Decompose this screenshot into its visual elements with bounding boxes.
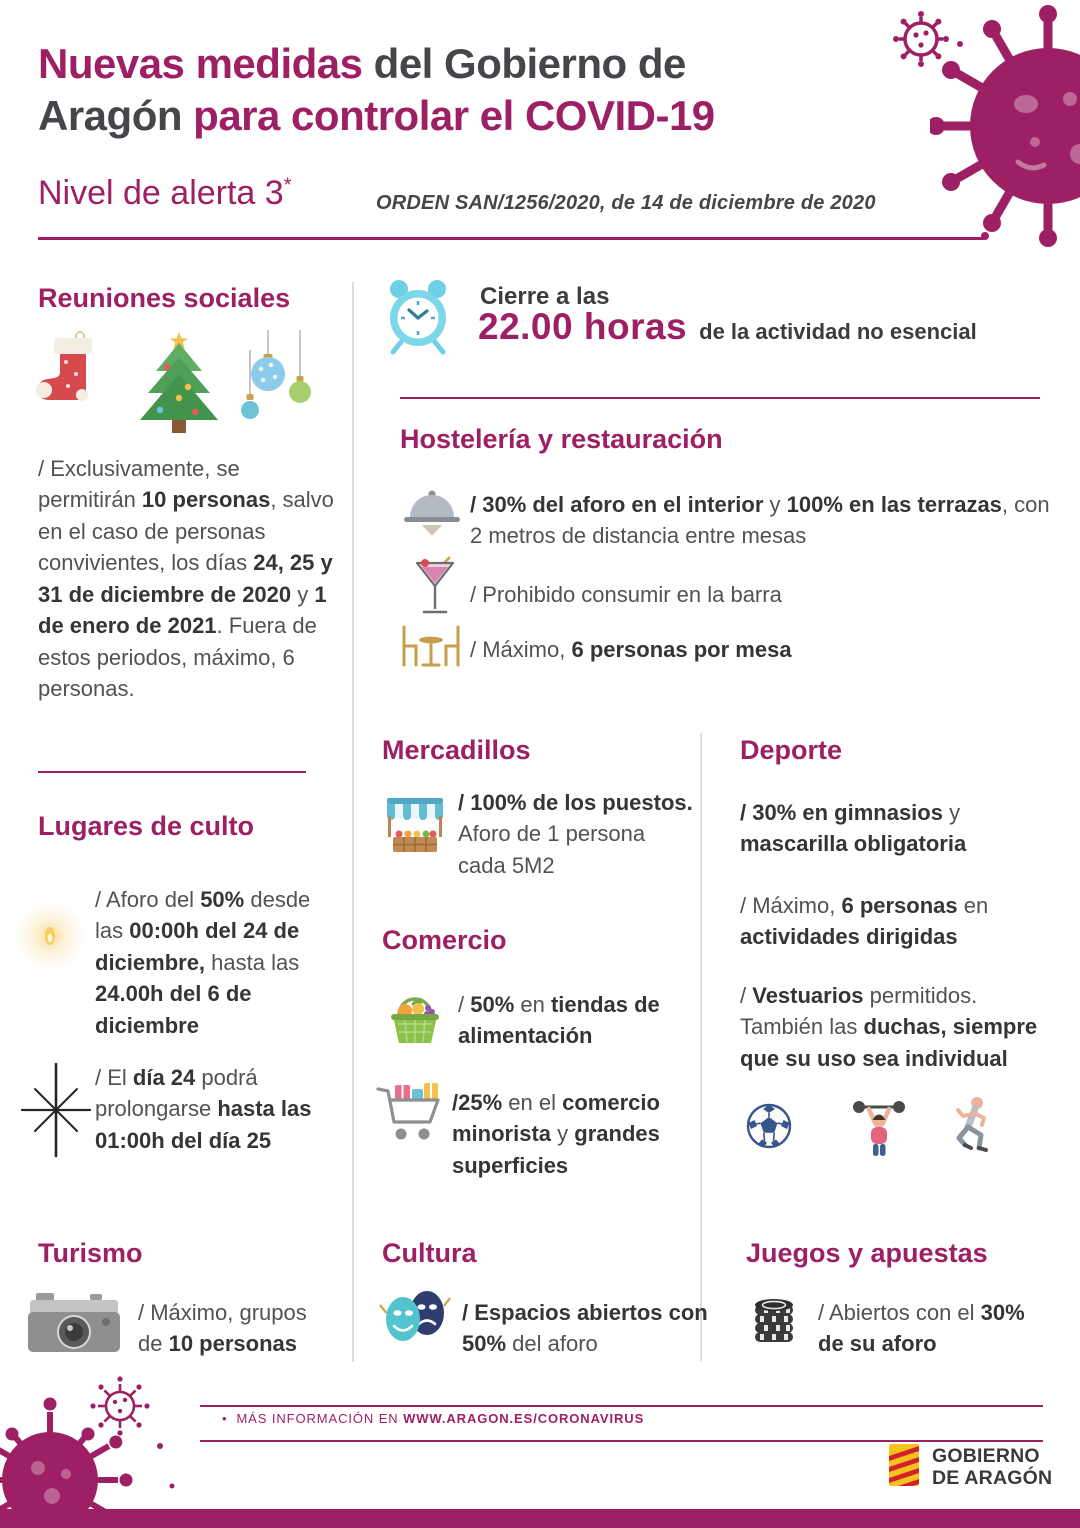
comercio-item-2: /25% en el comercio minorista y grandes superficies	[452, 1090, 660, 1178]
cocktail-glass-icon	[414, 556, 456, 625]
juegos-item: / Abiertos con el 30% de su aforo	[818, 1300, 1025, 1357]
section-title-cultura: Cultura	[382, 1238, 477, 1268]
section-title-culto: Lugares de culto	[38, 811, 255, 841]
candle-glow-icon	[14, 900, 86, 977]
section-title-turismo: Turismo	[38, 1238, 143, 1268]
alarm-clock-icon	[378, 276, 458, 361]
hosteleria-item-2: / Prohibido consumir en la barra	[470, 582, 782, 607]
section-title-deporte: Deporte	[740, 735, 843, 765]
section-title-juegos: Juegos y apuestas	[746, 1238, 988, 1268]
page-title	[38, 38, 715, 141]
weightlifter-icon	[850, 1096, 908, 1163]
shopping-cart-gifts-icon	[374, 1080, 452, 1153]
mercadillos-item: / 100% de los puestos. Aforo de 1 persona cada 5M2	[458, 790, 693, 878]
christmas-baubles-icon	[241, 330, 311, 419]
column-divider-middle	[700, 733, 702, 1361]
poker-chips-icon	[746, 1290, 802, 1355]
title-plain-1: del Gobierno de	[362, 40, 686, 87]
section-title-hosteleria: Hostelería y restauración	[400, 424, 723, 454]
section-title-mercadillos: Mercadillos	[382, 735, 531, 765]
title-plain-2: Aragón	[38, 91, 194, 139]
cultura-item: / Espacios abiertos con 50% del aforo	[462, 1300, 708, 1357]
runner-icon	[946, 1094, 996, 1163]
left-column-divider	[38, 771, 306, 773]
serving-cloche-icon	[402, 484, 462, 543]
coronavirus-bottom-art	[0, 1376, 212, 1528]
coronavirus-outline-icon	[888, 6, 954, 77]
government-logo-text	[932, 1446, 1052, 1490]
christmas-icons	[34, 330, 318, 447]
table-and-chairs-icon	[396, 620, 466, 675]
alert-asterisk: *	[283, 174, 292, 197]
title-accent-2: para controlar el COVID-19	[193, 91, 715, 139]
football-icon	[746, 1103, 792, 1154]
comercio-item-1: / 50% en tiendas de alimentación	[458, 992, 660, 1049]
gov-line1: GOBIERNO	[932, 1445, 1040, 1467]
gov-line2: DE ARAGÓN	[932, 1466, 1053, 1489]
footer-info	[222, 1411, 644, 1426]
hosteleria-item-3: / Máximo, 6 personas por mesa	[470, 637, 792, 662]
deporte-item-3: / Vestuarios permitidos. También las duchas, siempre que su uso sea individual	[740, 983, 1038, 1071]
culto-item-2: / El día 24 podrá prolongarse hasta las 01:00h del día 25	[95, 1065, 312, 1153]
sparkle-star-icon	[12, 1062, 100, 1163]
footer-info-text	[236, 1411, 644, 1426]
closing-detail: de la actividad no esencial	[699, 319, 977, 344]
closing-time: 22.00 horas	[478, 306, 688, 347]
section-title-reuniones: Reuniones sociales	[38, 283, 291, 313]
alert-level: Nivel de alerta 3*	[38, 174, 292, 212]
christmas-stocking-icon	[36, 332, 92, 401]
deporte-item-1: / 30% en gimnasios y mascarilla obligatoria	[740, 800, 967, 857]
column-divider-left	[352, 282, 354, 1362]
camera-icon	[24, 1290, 124, 1361]
aragon-flag-icon	[884, 1440, 926, 1495]
deporte-item-2: / Máximo, 6 personas en actividades dirigidas	[740, 893, 989, 950]
closing-time-row	[478, 306, 977, 348]
theater-masks-icon	[378, 1288, 452, 1351]
footer-info-url[interactable]: WWW.ARAGON.ES/CORONAVIRUS	[403, 1411, 645, 1426]
bullet-icon: •	[222, 1411, 228, 1426]
closing-intro: Cierre a las	[480, 283, 610, 310]
food-basket-icon	[384, 986, 446, 1051]
hosteleria-item-1: / 30% del aforo en el interior y 100% en las terrazas, con 2 metros de distancia entre mesas	[470, 492, 1050, 549]
culto-item-1: / Aforo del 50% desde las 00:00h del 24 de diciembre, hasta las 24.00h del 6 de diciembre	[95, 887, 311, 1038]
footer-divider-top	[200, 1405, 1043, 1407]
market-stall-icon	[382, 793, 448, 862]
closing-divider	[400, 397, 1040, 399]
christmas-tree-icon	[140, 332, 218, 433]
section-title-comercio: Comercio	[382, 925, 507, 955]
reuniones-body: / Exclusivamente, se permitirán 10 personas, salvo en el caso de personas convivientes, los días 24, 25 y 31 de diciembre de 2020 y 1 de enero de 2021. Fuera de estos periodos, máximo, 6 personas.	[38, 456, 334, 702]
footer-info-prefix: MÁS INFORMACIÓN EN	[236, 1411, 404, 1426]
order-reference: ORDEN SAN/1256/2020, de 14 de diciembre de 2020	[376, 192, 876, 214]
header-divider	[38, 237, 985, 240]
title-accent-1: Nuevas medidas	[38, 40, 363, 87]
turismo-item: / Máximo, grupos de 10 personas	[138, 1300, 307, 1357]
